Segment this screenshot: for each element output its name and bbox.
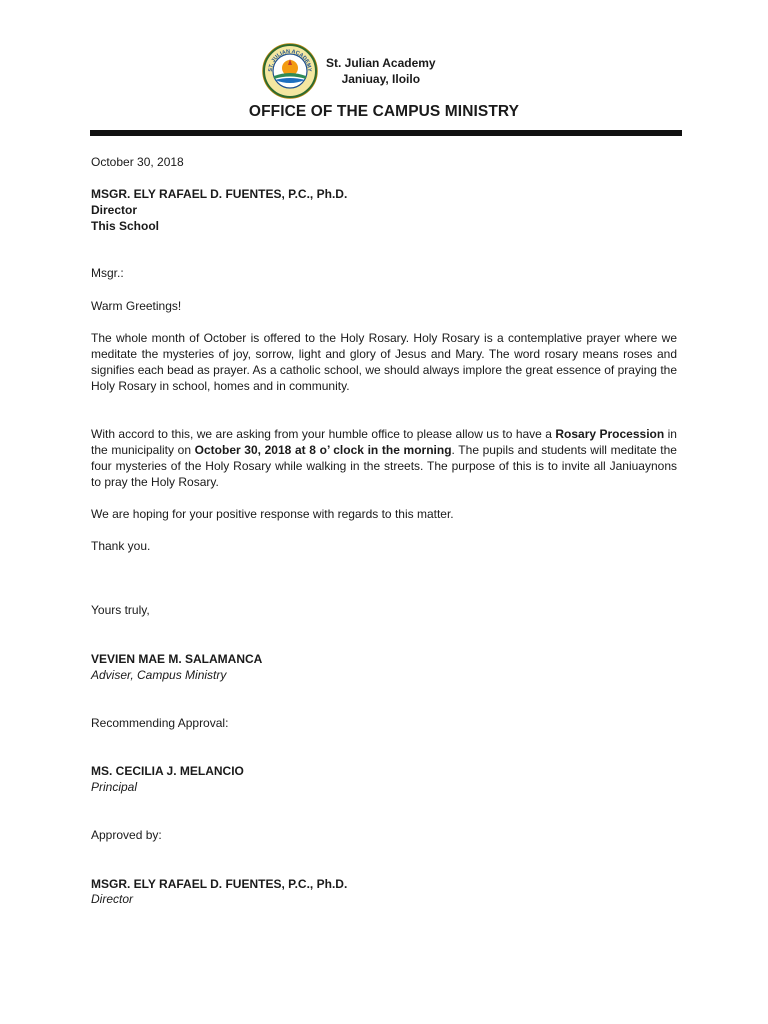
paragraph-2-text: . The pupils and students will meditate the four mysteries of the Holy Rosary while walking in the streets. The purpose of this is to invite all Janiuaynons to pray the Holy Rosary.	[91, 443, 677, 489]
complimentary-close: Yours truly,	[91, 603, 150, 617]
recommender-name: MS. CECILIA J. MELANCIO	[91, 764, 244, 778]
thanks-line: Thank you.	[91, 539, 151, 553]
paragraph-2-text: in the municipality on	[91, 427, 677, 457]
letter-date: October 30, 2018	[91, 155, 184, 169]
addressee-title: Director	[91, 203, 138, 217]
addressee-place: This School	[91, 219, 160, 233]
body-paragraph-3: We are hoping for your positive response with regards to this matter.	[91, 507, 454, 521]
sender-title: Adviser, Campus Ministry	[91, 668, 227, 682]
event-datetime: October 30, 2018 at 8 o’ clock in the morning	[194, 443, 452, 457]
svg-text:ST. JULIAN ACADEMY: ST. JULIAN ACADEMY	[267, 48, 313, 72]
sender-name: VEVIEN MAE M. SALAMANCA	[91, 652, 263, 666]
event-name: Rosary Procession	[555, 427, 665, 441]
school-location: Janiuay, Iloilo	[341, 72, 421, 86]
school-name: St. Julian Academy	[326, 56, 436, 70]
greeting: Warm Greetings!	[91, 299, 182, 313]
salutation: Msgr.:	[91, 266, 124, 280]
header-divider	[90, 130, 682, 136]
letterhead	[262, 43, 436, 99]
recommending-label: Recommending Approval:	[91, 716, 229, 730]
body-paragraph-2	[91, 426, 677, 490]
recommender-title: Principal	[91, 780, 138, 794]
office-title: OFFICE OF THE CAMPUS MINISTRY	[248, 103, 520, 120]
approver-name: MSGR. ELY RAFAEL D. FUENTES, P.C., Ph.D.	[91, 877, 348, 891]
approved-label: Approved by:	[91, 828, 162, 842]
approver-title: Director	[91, 892, 134, 906]
school-seal-logo	[262, 43, 318, 99]
paragraph-2-text: With accord to this, we are asking from your humble office to please allow us to have a	[91, 427, 556, 441]
body-paragraph-1: The whole month of October is offered to the Holy Rosary. Holy Rosary is a contemplative prayer where we meditate the mysteries of joy, sorrow, light and glory of Jesus and Mary. The word rosary means roses and signifies each bead as prayer. As a catholic school, we should always implore the great essence of praying the Holy Rosary in school, homes and in community.	[91, 331, 677, 393]
addressee-name: MSGR. ELY RAFAEL D. FUENTES, P.C., Ph.D.	[91, 187, 348, 201]
school-identity	[326, 55, 436, 87]
